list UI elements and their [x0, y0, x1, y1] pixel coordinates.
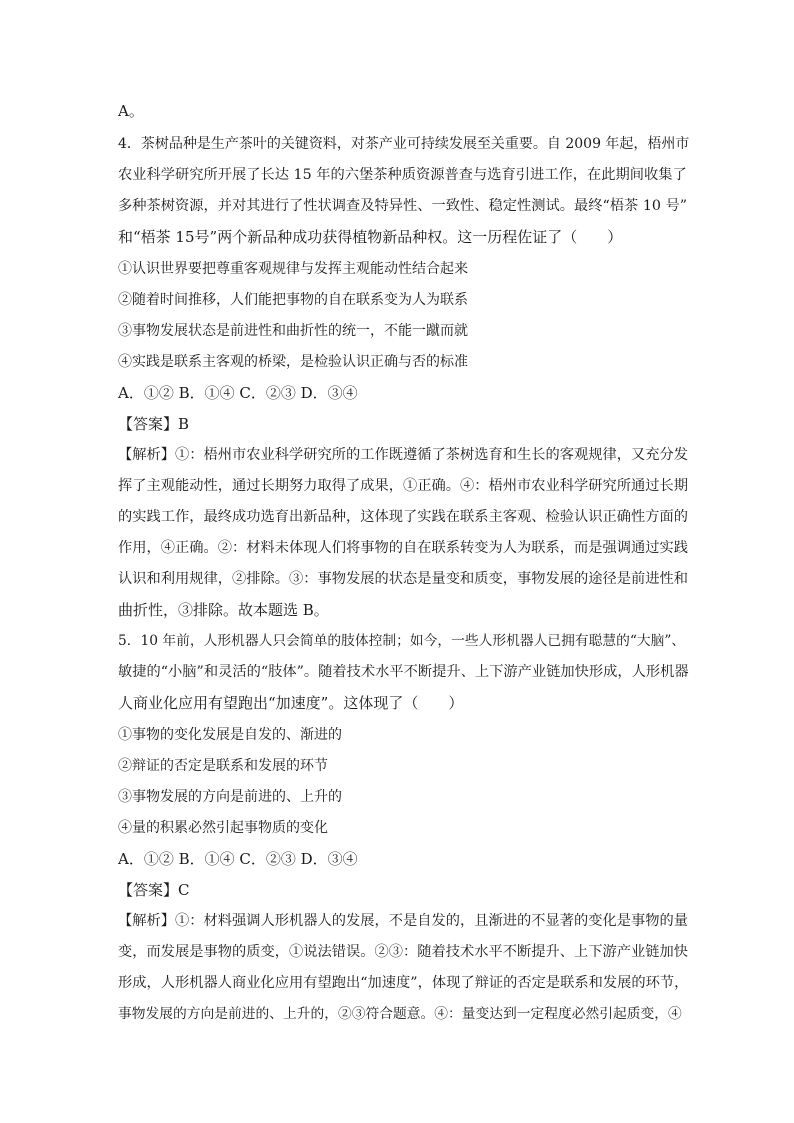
- q4-stem-line: 和“梧茶 15号”两个新品种成功获得植物新品种权。这一历程佐证了（ ）: [118, 228, 623, 246]
- q5-statement-1: ①事物的变化发展是自发的、渐进的: [118, 727, 342, 743]
- q4-answer: 【答案】B: [118, 415, 190, 433]
- q4-analysis-line: 作用，④正确。②：材料未体现人们将事物的自在联系转变为人为联系，而是强调通过实践: [118, 540, 689, 556]
- q4-stem-line: 多种茶树资源，并对其进行了性状调查及特异性、一致性、稳定性测试。最终“梧茶 10 号”: [118, 198, 688, 214]
- q4-choices: A．①② B．①④ C．②③ D．③④: [118, 384, 358, 402]
- q4-stem-line: 农业科学研究所开展了长达 15 年的六堡茶种质资源普查与选育引进工作，在此期间收集了: [118, 167, 687, 183]
- q5-stem-line: 5．10 年前，人形机器人只会简单的肢体控制；如今，一些人形机器人已拥有聪慧的“大脑”、: [118, 633, 686, 649]
- q4-statement-2: ②随着时间推移，人们能把事物的自在联系变为人为联系: [118, 292, 468, 308]
- q5-analysis-line: 【解析】①：材料强调人形机器人的发展，不是自发的，且渐进的不显著的变化是事物的量: [118, 913, 689, 929]
- q4-analysis-line: 的实践工作，最终成功选育出新品种，这体现了实践在联系主客观、检验认识正确性方面的: [118, 509, 689, 525]
- q4-analysis-line: 挥了主观能动性，通过长期努力取得了成果，①正确。④：梧州市农业科学研究所通过长期: [118, 478, 689, 494]
- q5-answer: 【答案】C: [118, 881, 190, 899]
- q5-statement-3: ③事物发展的方向是前进的、上升的: [118, 789, 342, 805]
- q5-analysis-line: 形成，人形机器人商业化应用有望跑出“加速度”，体现了辩证的否定是联系和发展的环节，: [118, 975, 689, 991]
- q5-analysis-line: 事物发展的方向是前进的、上升的，②③符合题意。④：量变达到一定程度必然引起质变，④: [118, 1006, 682, 1022]
- q4-analysis-line: 认识和利用规律，②排除。③：事物发展的状态是量变和质变，事物发展的途径是前进性和: [118, 571, 689, 587]
- q4-statement-3: ③事物发展状态是前进性和曲折性的统一，不能一蹴而就: [118, 323, 468, 339]
- prev-answer-tail: A。: [118, 102, 144, 120]
- q4-statement-4: ④实践是联系主客观的桥梁，是检验认识正确与否的标准: [118, 354, 468, 370]
- q5-statement-4: ④量的积累必然引起事物质的变化: [118, 820, 328, 836]
- q4-stem-line: 4．茶树品种是生产茶叶的关键资料，对茶产业可持续发展至关重要。自 2009 年起，梧州市: [118, 136, 690, 152]
- q4-statement-1: ①认识世界要把尊重客观规律与发挥主观能动性结合起来: [118, 261, 468, 277]
- q5-stem-line: 人商业化应用有望跑出“加速度”。这体现了（ ）: [118, 694, 464, 712]
- q5-choices: A．①② B．①④ C．②③ D．③④: [118, 850, 358, 868]
- q5-statement-2: ②辩证的否定是联系和发展的环节: [118, 758, 328, 774]
- q5-analysis-line: 变，而发展是事物的质变，①说法错误。②③：随着技术水平不断提升、上下游产业链加快: [118, 944, 689, 960]
- q4-analysis-line: 曲折性，③排除。故本题选 B。: [118, 601, 329, 619]
- q4-analysis-line: 【解析】①：梧州市农业科学研究所的工作既遵循了茶树选育和生长的客观规律，又充分发: [118, 447, 689, 463]
- q5-stem-line: 敏捷的“小脑”和灵活的“肢体”。随着技术水平不断提升、上下游产业链加快形成，人形机器: [118, 664, 689, 680]
